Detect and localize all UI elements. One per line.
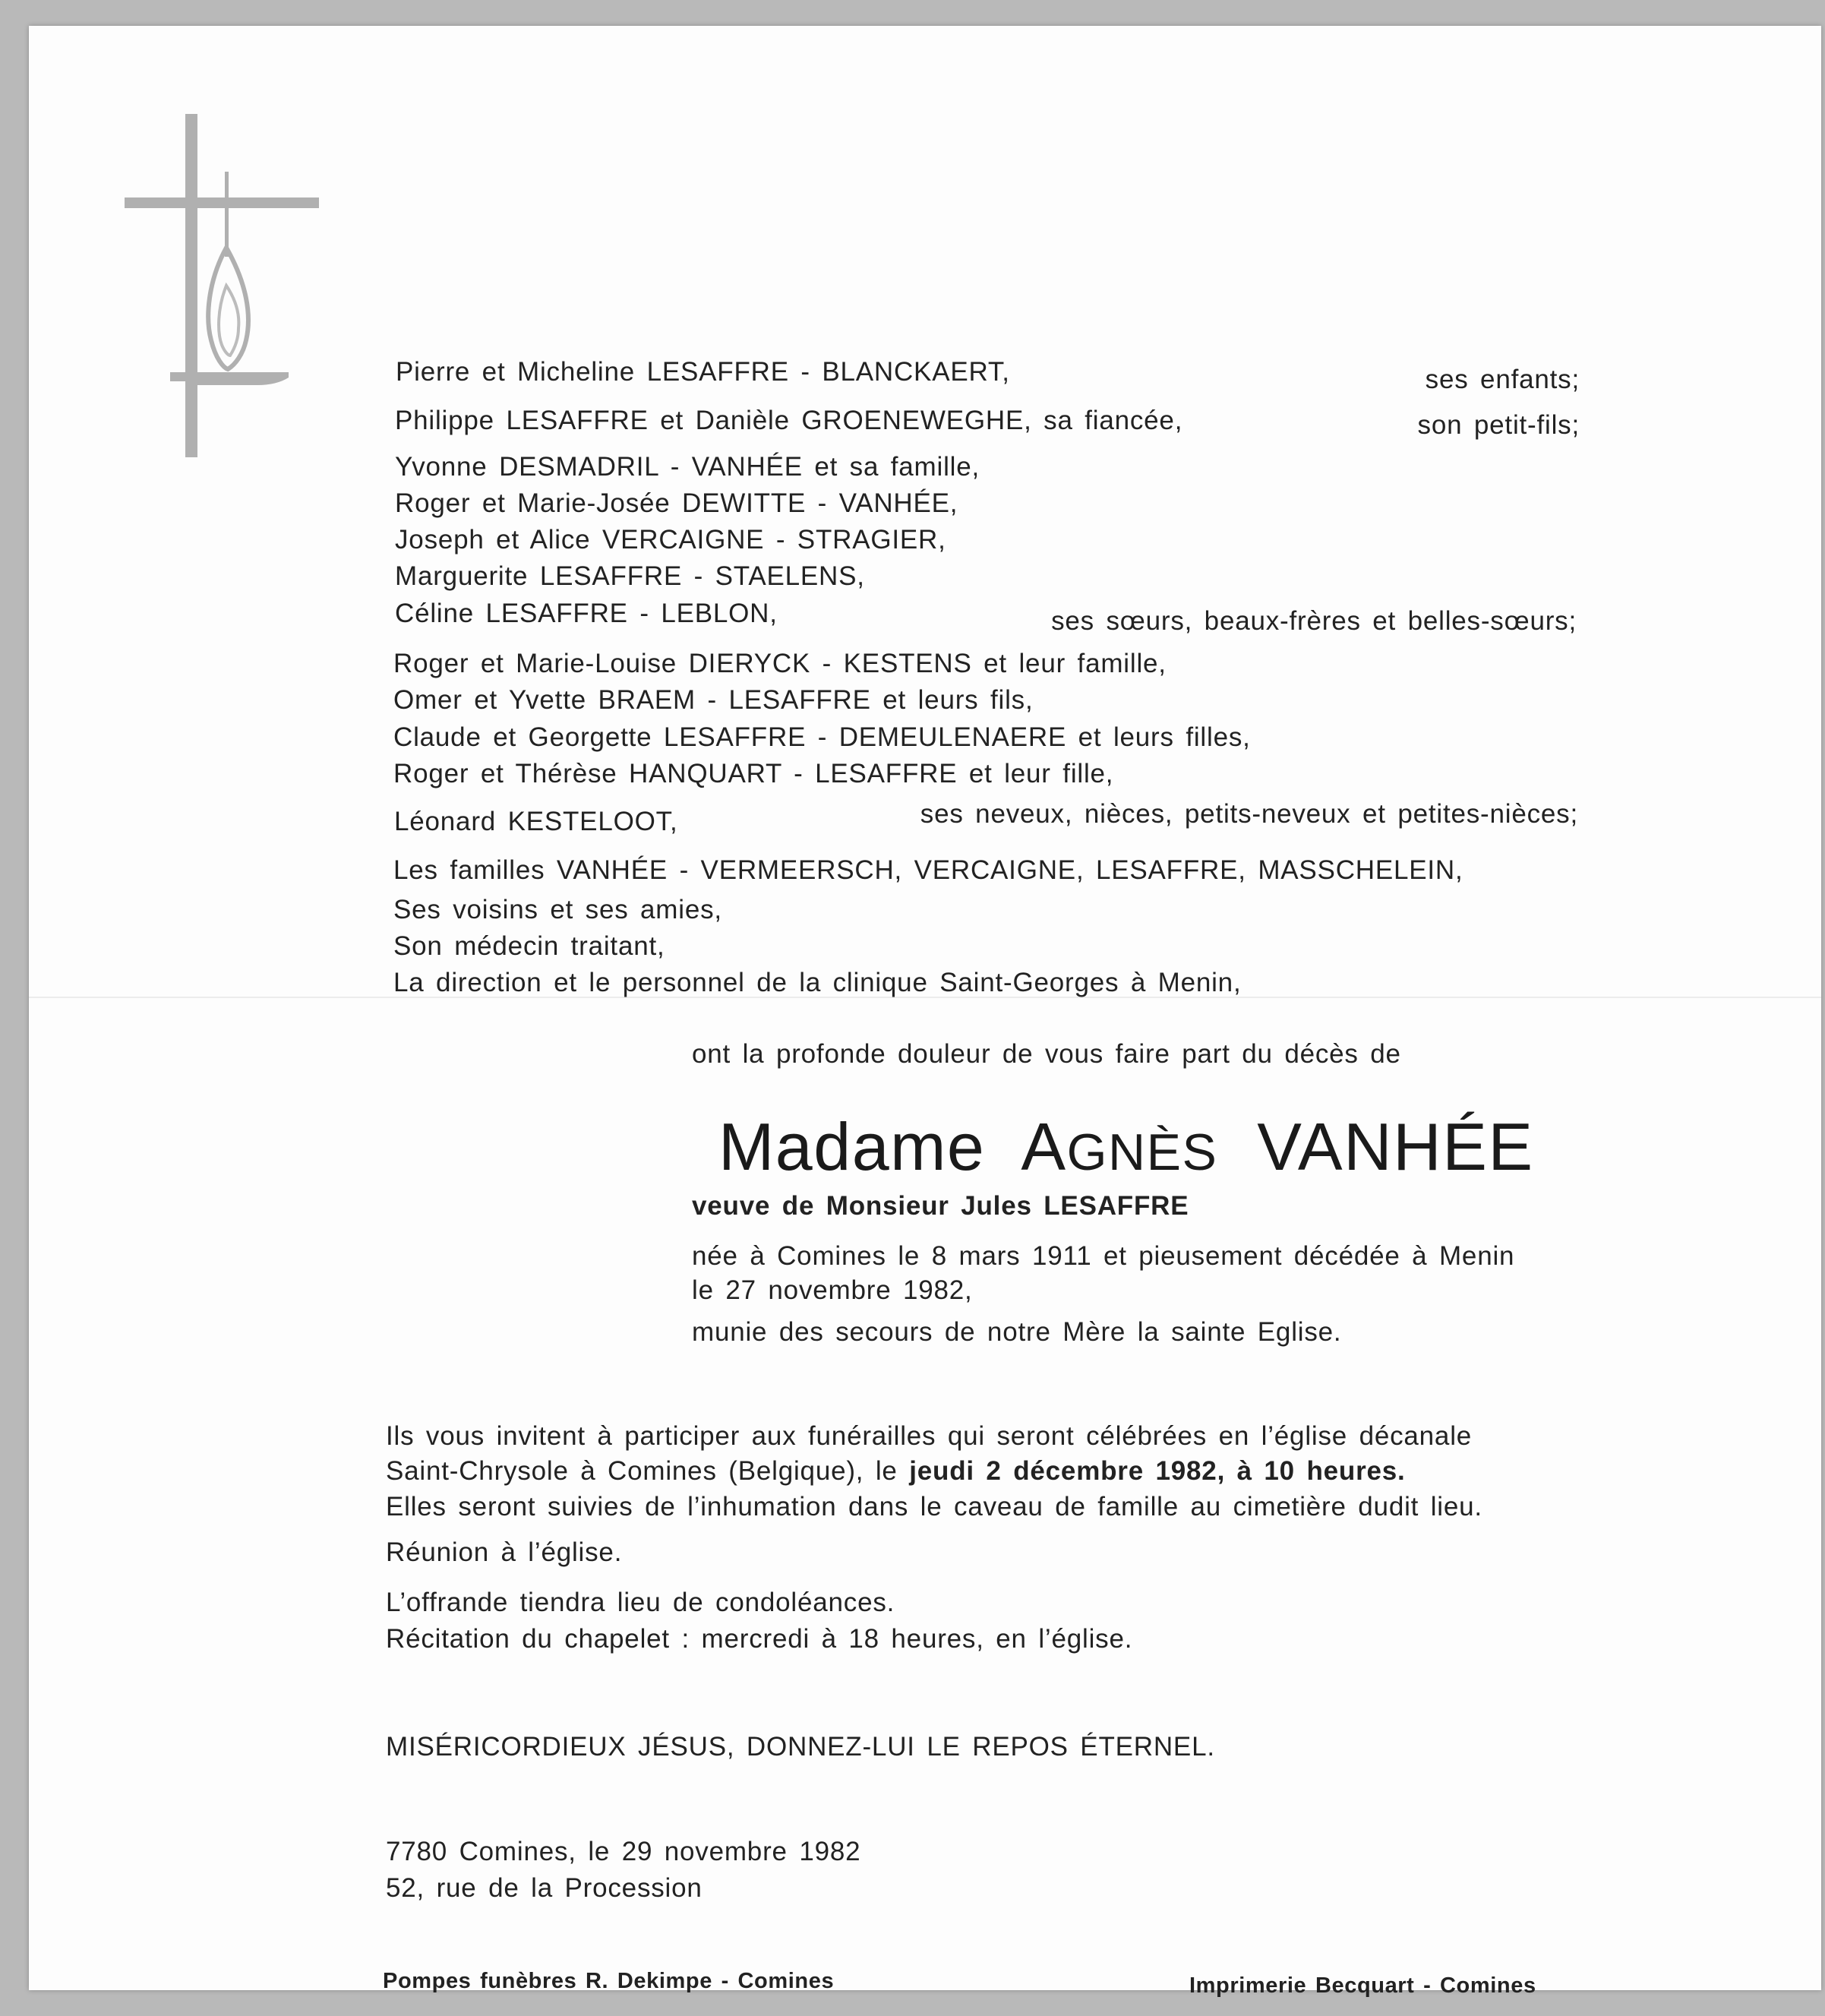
announcer-name: Roger et Marie-Josée DEWITTE - VANHÉE, — [395, 488, 958, 518]
funeral-offering: L’offrande tiendra lieu de condoléances. — [386, 1588, 895, 1617]
announcer-name: Pierre et Micheline LESAFFRE - BLANCKAERT, — [396, 357, 1010, 387]
announcer-name: Claude et Georgette LESAFFRE - DEMEULENAERE et leurs filles, — [393, 722, 1251, 752]
address-date: 7780 Comines, le 29 novembre 1982 — [386, 1837, 861, 1866]
announcer-relation: ses sœurs, beaux-frères et belles-sœurs; — [1051, 606, 1577, 636]
footer-printer: Imprimerie Becquart - Comines — [1189, 1973, 1536, 1998]
deceased-birth-line: née à Comines le 8 mars 1911 et pieusement décédée à Menin — [692, 1241, 1515, 1271]
deceased-death-date: le 27 novembre 1982, — [692, 1275, 973, 1305]
funeral-rosary: Récitation du chapelet : mercredi à 18 heures, en l’église. — [386, 1624, 1133, 1654]
announcer-name: La direction et le personnel de la clinique Saint-Georges à Menin, — [393, 968, 1242, 997]
announcer-name: Philippe LESAFFRE et Danièle GROENEWEGHE, sa fiancée, — [395, 406, 1183, 435]
funeral-burial: Elles seront suivies de l’inhumation dans le caveau de famille au cimetière dudit lieu. — [386, 1492, 1482, 1521]
deceased-first-rest: GNÈS — [1066, 1123, 1218, 1181]
funeral-meeting: Réunion à l’église. — [386, 1537, 623, 1567]
announcer-name: Omer et Yvette BRAEM - LESAFFRE et leurs fils, — [393, 685, 1034, 715]
announcer-name: Marguerite LESAFFRE - STAELENS, — [395, 561, 865, 591]
announcer-name: Ses voisins et ses amies, — [393, 895, 722, 924]
announcer-name: Yvonne DESMADRIL - VANHÉE et sa famille, — [395, 452, 980, 482]
obituary-card — [29, 26, 1821, 1998]
announcer-relation: ses neveux, nièces, petits-neveux et petites-nièces; — [920, 799, 1578, 829]
deceased-surname: VANHÉE — [1257, 1109, 1534, 1184]
funeral-location: Saint-Chrysole à Comines (Belgique), le — [386, 1456, 910, 1486]
announcer-name: Les familles VANHÉE - VERMEERSCH, VERCAIGNE, LESAFFRE, MASSCHELEIN, — [393, 855, 1463, 885]
announcer-name: Céline LESAFFRE - LEBLON, — [395, 599, 778, 628]
announcer-name: Joseph et Alice VERCAIGNE - STRAGIER, — [395, 525, 946, 555]
announcement-intro: ont la profonde douleur de vous faire part du décès de — [692, 1039, 1401, 1069]
deceased-widow-of: veuve de Monsieur Jules LESAFFRE — [692, 1191, 1189, 1221]
deceased-title-prefix: Madame — [718, 1109, 986, 1184]
footer-funeral-home: Pompes funèbres R. Dekimpe - Comines — [383, 1969, 835, 1993]
address-street: 52, rue de la Procession — [386, 1873, 703, 1903]
announcer-relation: son petit-fils; — [1417, 410, 1580, 440]
prayer: MISÉRICORDIEUX JÉSUS, DONNEZ-LUI LE REPOS ÉTERNEL. — [386, 1732, 1215, 1762]
funeral-date: jeudi 2 décembre 1982, à 10 heures. — [909, 1456, 1406, 1486]
deceased-first-initial: A — [1021, 1109, 1067, 1184]
cross-with-flame-icon — [125, 114, 330, 463]
announcer-name: Roger et Marie-Louise DIERYCK - KESTENS et leur famille, — [393, 649, 1167, 678]
announcer-name: Roger et Thérèse HANQUART - LESAFFRE et leur fille, — [393, 759, 1114, 788]
deceased-sacraments: munie des secours de notre Mère la sainte Eglise. — [692, 1317, 1342, 1347]
funeral-invitation: Ils vous invitent à participer aux funérailles qui seront célébrées en l’église décanale — [386, 1421, 1473, 1451]
announcer-name: Léonard KESTELOOT, — [394, 807, 678, 836]
announcer-relation: ses enfants; — [1425, 365, 1580, 394]
announcer-name: Son médecin traitant, — [393, 931, 665, 961]
funeral-date-line — [386, 1456, 1406, 1487]
deceased-name — [718, 1108, 1534, 1186]
